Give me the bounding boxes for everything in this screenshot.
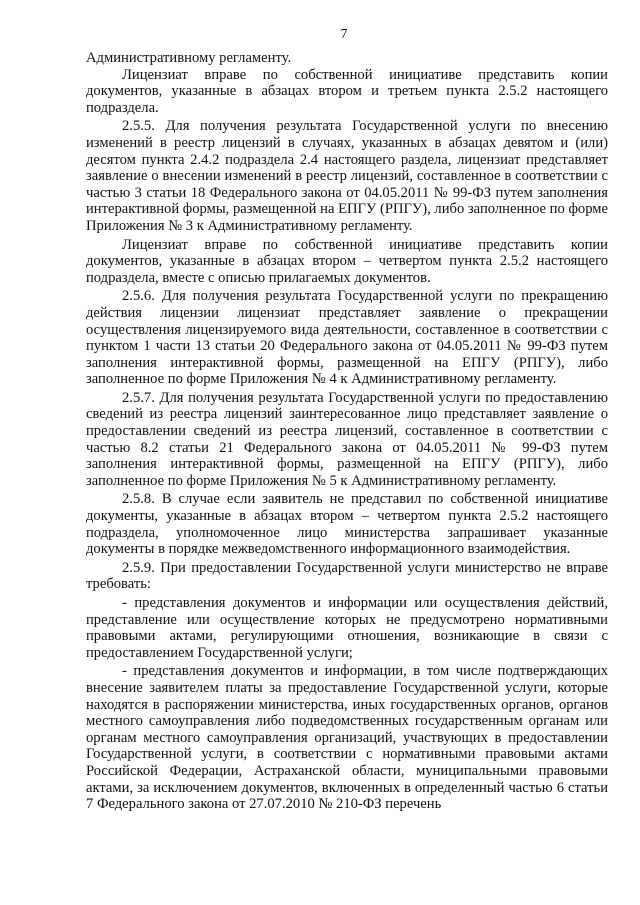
document-body bbox=[86, 50, 608, 813]
paragraph-optional-copies-2: Лицензиат вправе по собственной инициативе представить копии документов, указанные в абзацах втором – четвертом пункта 2.5.2 настоящего подраздела, вместе с описью прилагаемых документов. bbox=[86, 236, 608, 286]
paragraph-2-5-6: 2.5.6. Для получения результата Государственной услуги по прекращению действия лицензии лицензиат представляет заявление о прекращении осуществления лицензируемого вида деятельности, составленное в соответствии с пунктом 1 части 13 статьи 20 Федерального закона от 04.05.2011 № 99-ФЗ путем заполнения интерактивной формы, размещенной на ЕПГУ (РПГУ), либо заполненное по форме Приложения № 4 к Административному регламенту. bbox=[86, 288, 608, 388]
paragraph-2-5-8: 2.5.8. В случае если заявитель не представил по собственной инициативе документы, указанные в абзацах втором – четвертом пункта 2.5.2 настоящего подраздела, уполномоченное лицо министерства запрашивает указанные документы в порядке межведомственного информационного взаимодействия. bbox=[86, 491, 608, 558]
paragraph-2-5-5: 2.5.5. Для получения результата Государственной услуги по внесению изменений в реестр лицензий в случаях, указанных в абзацах девятом и (или) десятом пункта 2.4.2 подраздела 2.4 настоящего раздела, лицензиат представляет заявление о внесении изменений в реестр лицензий, составленное в соответствии с частью 3 статьи 18 Федерального закона от 04.05.2011 № 99-ФЗ путем заполнения интерактивной формы, размещенной на ЕПГУ (РПГУ), либо заполненное по форме Приложения № 3 к Административному регламенту. bbox=[86, 118, 608, 234]
page-number: 7 bbox=[340, 27, 348, 42]
paragraph-continuation: Административному регламенту. bbox=[86, 50, 292, 66]
list-item-not-required-documents: - представления документов и информации, в том числе подтверждающих внесение заявителем платы за предоставление Государственной услуги, которые находятся в распоряжении министерства, иных государственных органов, органов местного самоуправления либо подведомственных государственным органам или органам местного самоуправления организаций, участвующих в предоставлении Государственной услуги, в соответствии с нормативными правовыми актами Российской Федерации, Астраханской области, муниципальными правовыми актами, за исключением документов, включенных в определенный частью 6 статьи 7 Федерального закона от 27.07.2010 № 210-ФЗ перечень bbox=[86, 663, 608, 813]
paragraph-optional-copies: Лицензиат вправе по собственной инициативе представить копии документов, указанные в абзацах втором и третьем пункта 2.5.2 настоящего подраздела. bbox=[86, 66, 608, 116]
paragraph-2-5-9: 2.5.9. При предоставлении Государственной услуги министерство не вправе требовать: bbox=[86, 559, 608, 593]
paragraph-2-5-7: 2.5.7. Для получения результата Государственной услуги по предоставлению сведений из реестра лицензий заинтересованное лицо представляет заявление о предоставлении сведений из реестра лицензий, составленное в соответствии с частью 8.2 статьи 21 Федерального закона от 04.05.2011 № 99-ФЗ путем заполнения интерактивной формы, размещенной на ЕПГУ (РПГУ), либо заполненное по форме Приложения № 5 к Административному регламенту. bbox=[86, 389, 608, 489]
list-item-not-required-actions: - представления документов и информации или осуществления действий, представление или осуществление которых не предусмотрено нормативными правовыми актами, регулирующими отношения, возникающие в связи с предоставлением Государственной услуги; bbox=[86, 595, 608, 661]
